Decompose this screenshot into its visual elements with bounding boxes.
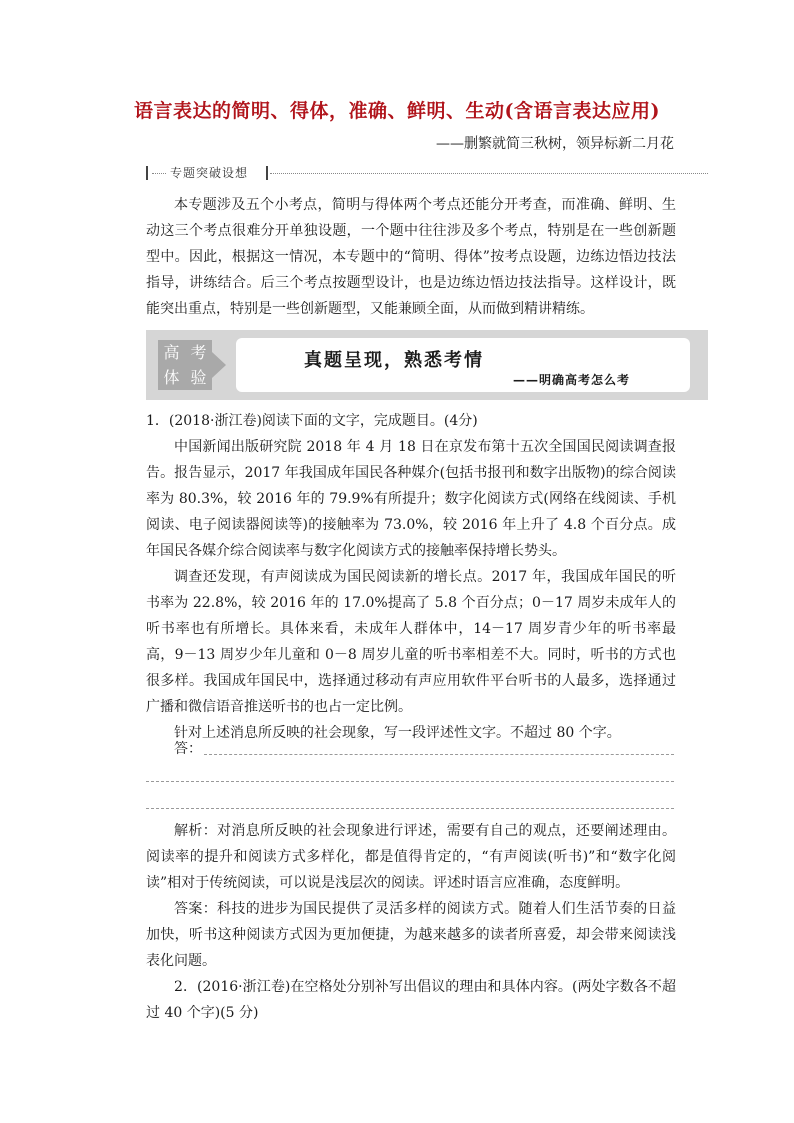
answer-line-3[interactable] bbox=[146, 808, 674, 809]
section-banner bbox=[146, 330, 708, 400]
question-1-paragraph-2: 调查还发现，有声阅读成为国民阅读新的增长点。2017 年，我国成年国民的听书率为 22.8%，较 2016 年的 17.0%提高了 5.8 个百分点；0－17 周岁未成年人的听书率也有所增长。具体来看，未成年人群体中，14－17 周岁青少年的听书率最高，9－13 周岁少年儿童和 0－8 周岁儿童的听书率相差不大。同时，听书的方式也很多样。我国成年国民中，选择通过移动有声应用软件平台听书的人最多，选择通过广播和微信语音推送听书的也占一定比例。 bbox=[146, 569, 676, 715]
question-1 bbox=[146, 408, 676, 746]
section-header bbox=[146, 162, 708, 184]
document-subtitle: ——删繁就简三秋树，领异标新二月花 bbox=[436, 136, 674, 152]
document-title: 语言表达的简明、得体，准确、鲜明、生动(含语言表达应用) bbox=[134, 100, 660, 122]
banner-tag-char: 体 bbox=[163, 368, 180, 387]
intro-paragraph: 本专题涉及五个小考点，简明与得体两个考点还能分开考查，而准确、鲜明、生动这三个考点很难分开单独设题，一个题中往往涉及多个考点，特别是在一些创新题型中。因此，根据这一情况，本专题中的“简明、得体”按考点设题，边练边悟边技法指导，讲练结合。后三个考点按题型设计，也是边练边悟边技法指导。这样设计，既能突出重点，特别是一些创新题型，又能兼顾全面，从而做到精讲精练。 bbox=[146, 197, 676, 317]
section-bracket-left bbox=[146, 166, 148, 180]
question-1-stem: 1．(2018·浙江卷)阅读下面的文字，完成题目。(4分) bbox=[146, 413, 478, 429]
section-dots-left bbox=[152, 173, 166, 174]
banner-subheading: ——明确高考怎么考 bbox=[512, 373, 630, 387]
answer-line-1[interactable] bbox=[204, 754, 674, 755]
section-label: 专题突破设想 bbox=[170, 166, 249, 180]
intro-block bbox=[146, 192, 676, 322]
section-bracket-right bbox=[266, 166, 268, 180]
banner-arrow-icon bbox=[212, 352, 226, 378]
answer-line-2[interactable] bbox=[146, 781, 674, 782]
question-2-stem: 2．(2016·浙江卷)在空格处分别补写出倡议的理由和具体内容。(两处字数各不超过 40 个字)(5 分) bbox=[146, 979, 676, 1021]
question-1-prompt: 针对上述消息所反映的社会现象，写一段评述性文字。不超过 80 个字。 bbox=[174, 725, 621, 741]
banner-heading: 真题呈现，熟悉考情 bbox=[304, 350, 484, 371]
answer-paragraph: 答案：科技的进步为国民提供了灵活多样的阅读方式。随着人们生活节奏的日益加快，听书这种阅读方式因为更加便捷，为越来越多的读者所喜爱，却会带来阅读浅表化问题。 bbox=[146, 901, 676, 969]
section-dots-right bbox=[270, 173, 708, 174]
question-1-paragraph-1: 中国新闻出版研究院 2018 年 4 月 18 日在京发布第十五次全国国民阅读调查报告。报告显示，2017 年我国成年国民各种媒介(包括书报刊和数字出版物)的综合阅读率为 80.3%，较 2016 年的 79.9%有所提升；数字化阅读方式(网络在线阅读、手机阅读、电子阅读器阅读等)的接触率为 73.0%，较 2016 年上升了 4.8 个百分点。成年国民各媒介综合阅读率与数字化阅读方式的接触率保持增长势头。 bbox=[146, 439, 676, 559]
banner-tag-char: 考 bbox=[190, 343, 207, 362]
analysis-paragraph: 解析：对消息所反映的社会现象进行评述，需要有自己的观点，还要阐述理由。阅读率的提升和阅读方式多样化，都是值得肯定的，“有声阅读(听书)”和“数字化阅读”相对于传统阅读，可以说是浅层次的阅读。评述时语言应准确，态度鲜明。 bbox=[146, 823, 676, 891]
banner-card bbox=[236, 338, 690, 392]
banner-tag-char: 高 bbox=[163, 343, 180, 362]
banner-tag-char: 验 bbox=[190, 368, 207, 387]
banner-tag bbox=[158, 340, 212, 390]
answer-label: 答： bbox=[174, 741, 202, 757]
question-1-solution bbox=[146, 818, 676, 1026]
